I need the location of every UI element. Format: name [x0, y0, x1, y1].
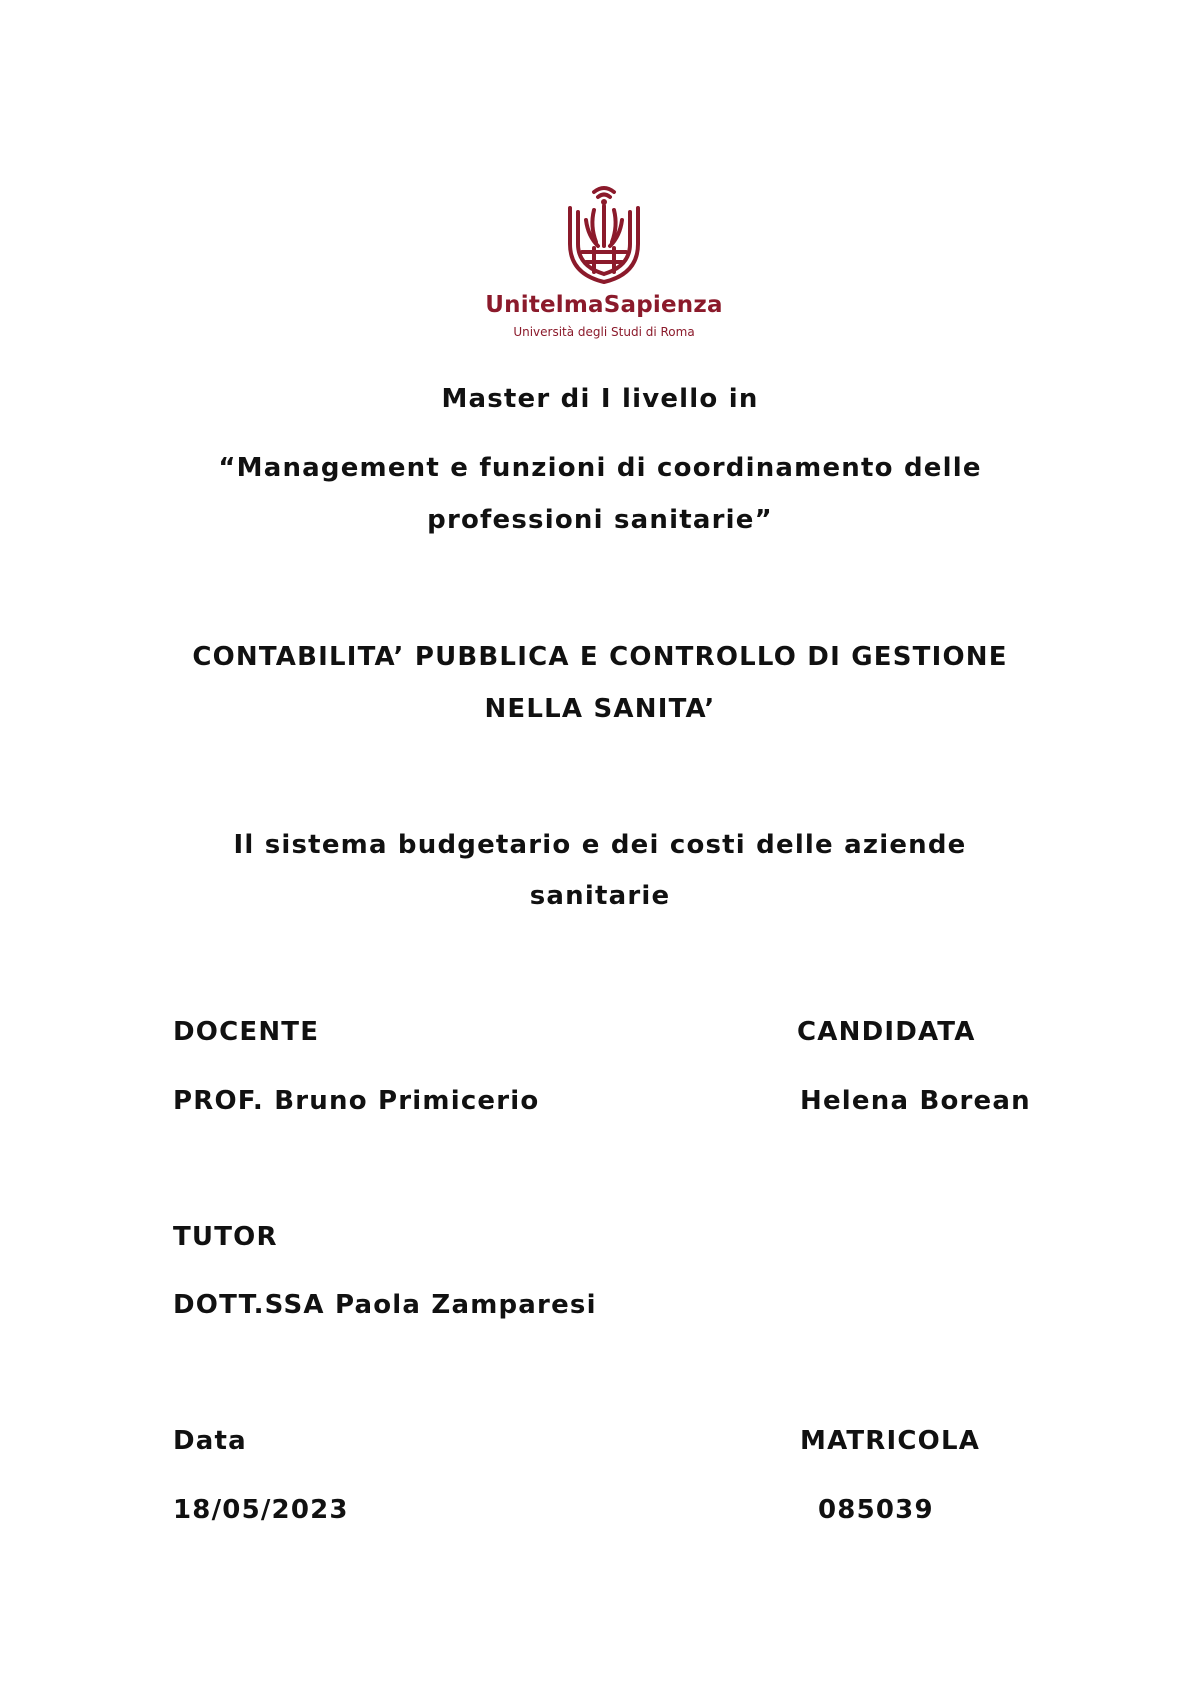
course-title-line-2: NELLA SANITA’	[484, 694, 716, 724]
matricola-label: MATRICOLA	[800, 1426, 981, 1456]
university-logo	[474, 182, 734, 342]
thesis-title-line-2: sanitarie	[529, 881, 671, 911]
tutor-name: DOTT.SSA Paola Zamparesi	[173, 1290, 597, 1320]
university-emblem-icon	[560, 182, 648, 286]
matricola-value: 085039	[818, 1495, 934, 1525]
master-line: Master di I livello in	[441, 384, 759, 414]
docente-name: PROF. Bruno Primicerio	[173, 1086, 540, 1116]
date-label: Data	[173, 1426, 247, 1456]
program-title-line-1: “Management e funzioni di coordinamento delle	[218, 453, 982, 483]
thesis-title-line-1: Il sistema budgetario e dei costi delle aziende	[233, 830, 967, 860]
course-title-line-1: CONTABILITA’ PUBBLICA E CONTROLLO DI GESTIONE	[192, 642, 1008, 672]
tutor-label: TUTOR	[173, 1222, 278, 1252]
docente-label: DOCENTE	[173, 1017, 320, 1047]
candidata-name: Helena Borean	[800, 1086, 1031, 1116]
brand-subtitle: Università degli Studi di Roma	[513, 325, 695, 339]
program-title-line-2: professioni sanitarie”	[427, 505, 773, 535]
date-value: 18/05/2023	[173, 1495, 349, 1525]
brand-name: UnitelmaSapienza	[485, 292, 723, 318]
candidata-label: CANDIDATA	[797, 1017, 976, 1047]
